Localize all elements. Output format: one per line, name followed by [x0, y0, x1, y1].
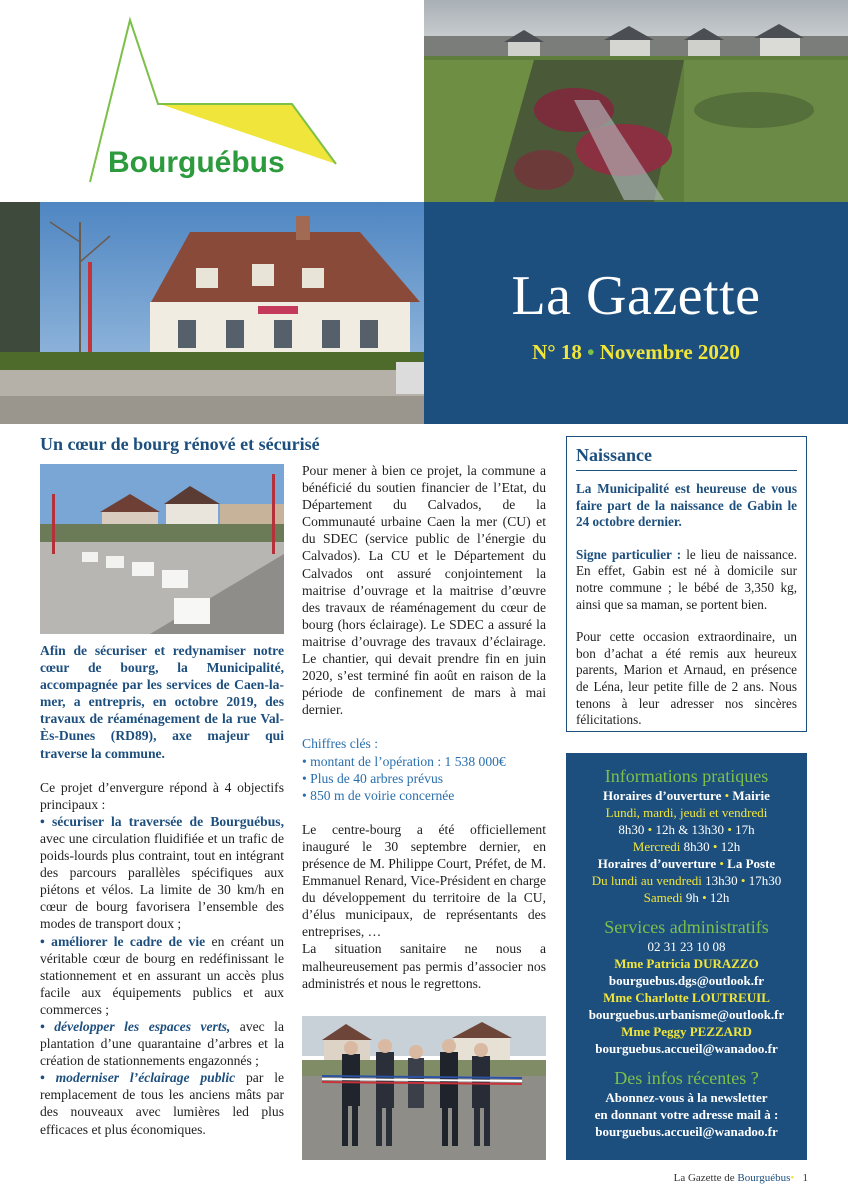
mairie-days: Lundi, mardi, jeudi et vendredi	[605, 805, 768, 820]
key-figures-title: Chiffres clés :	[302, 736, 379, 752]
mairie-hours: 8h30 • 12h & 13h30 • 17h	[618, 822, 755, 837]
article-paragraph: La situation sanitaire ne nous a malheureusement pas permis d’associer nos administrés et nous le regrettons.	[302, 941, 546, 991]
contact-email[interactable]: bourguebus.accueil@wanadoo.fr	[595, 1041, 778, 1056]
services-title: Services administratifs	[604, 917, 769, 937]
info-title: Informations pratiques	[604, 766, 769, 786]
naissance-title: Naissance	[576, 445, 652, 465]
logo-area	[0, 0, 424, 202]
article-paragraph: Le centre-bourg a été officiellement inauguré le 30 septembre dernier, en présence de M. Philippe Court, Préfet, de M. Emmanuel Renard, Vice-Président en charge du développement du territoire de la CU, d’élus municipaux, de représentants des entreprises, …	[302, 821, 546, 940]
naissance-body	[576, 481, 797, 745]
objective-item: • sécuriser la traversée de Bourguébus, avec une circulation fluidifiée et un trafic de poids-lourds plus contraint, tout en intégrant des parcours parallèles spécifiques aux piétons et vélos. La limite de 30 km/h en cœur de bourg favorisera l’ensemble des modes de transport doux ;	[40, 813, 284, 932]
page-number: 1	[802, 1172, 808, 1184]
logo-text: Bourguébus	[108, 146, 285, 179]
title-panel	[424, 202, 848, 424]
info-panel	[566, 753, 807, 1160]
mairie-hours-label: Horaires d’ouverture • Mairie	[603, 788, 770, 803]
article-paragraph: Pour mener à bien ce projet, la commune a bénéficié du soutien financier de l’Etat, du Département du Calvados, de la Communauté urbaine Caen la mer (CU) et du SDEC (service public de l’énergie du Calvados). La CU et le Département du Calvados ont assuré conjointement la maitrise d’ouvrage et la maitrise d’œuvre des travaux de réaménagement du cœur de bourg (hors éclairage). Le SDEC a assuré la maitrise d’ouvrage des travaux d’éclairage. Le chantier, qui devait prendre fin en juin 2020, s’est terminé fin août en raison de la période de confinement de mars à mai dernier.	[302, 463, 546, 718]
naissance-signe: Signe particulier : le lieu de naissance. En effet, Gabin est né à domicile sur notre commune ; le bébé de 3,350 kg, ainsi que sa maman, se portent bien.	[576, 546, 797, 612]
news-line: Abonnez-vous à la newsletter	[605, 1090, 768, 1105]
news-line: en donnant votre adresse mail à :	[594, 1107, 779, 1122]
poste-hours-label: Horaires d’ouverture • La Poste	[597, 856, 776, 871]
naissance-box	[566, 436, 807, 732]
photo-street	[40, 464, 284, 634]
gazette-title: La Gazette	[511, 265, 761, 327]
contact-email[interactable]: bourguebus.urbanisme@outlook.fr	[588, 1007, 785, 1022]
naissance-gift: Pour cette occasion extraordinaire, un bon d’achat a été remis aux heureux parents, Marion et Arnaud, en présence de Léna, leur petite fille de 2 ans. Nous tenons à leur adresser nos sincères félicitations.	[576, 629, 797, 728]
page-footer: La Gazette de Bourguébus• 1	[673, 1172, 808, 1184]
contact-name: Mme Patricia DURAZZO	[614, 956, 759, 971]
contact-email[interactable]: bourguebus.dgs@outlook.fr	[608, 973, 765, 988]
issue-number: N° 18	[532, 340, 582, 364]
objective-item: • améliorer le cadre de vie en créant un véritable cœur de bourg en redéfinissant le stationnement et en assurant un accès plus facile aux équipements publics et aux commerces ;	[40, 933, 284, 1017]
article-intro: Ce projet d’envergure répond à 4 objectifs principaux :	[40, 779, 284, 812]
issue-line	[424, 340, 848, 365]
objective-item: • moderniser l’éclairage public par le remplacement de tous les anciens mâts par des nouveaux avec lumières led plus efficaces et plus économiques.	[40, 1070, 285, 1137]
phone-number[interactable]: 02 31 23 10 08	[647, 939, 726, 954]
poste-saturday: Samedi 9h • 12h	[643, 890, 730, 905]
separator-dot-icon: •	[587, 340, 595, 364]
article-column-2	[302, 462, 546, 992]
footer-town: Bourguébus	[737, 1172, 791, 1184]
issue-date: Novembre 2020	[599, 340, 740, 364]
mairie-wednesday: Mercredi 8h30 • 12h	[632, 839, 741, 854]
article-heading: Un cœur de bourg rénové et sécurisé	[40, 434, 320, 454]
article-column-1	[40, 642, 284, 1138]
contact-name: Mme Charlotte LOUTREUIL	[603, 990, 770, 1005]
photo-garden	[424, 0, 848, 202]
key-figure-item: • montant de l’opération : 1 538 000€	[302, 753, 506, 769]
contact-name: Mme Peggy PEZZARD	[621, 1024, 752, 1039]
photo-inauguration	[302, 1016, 546, 1160]
key-figure-item: • 850 m de voirie concernée	[302, 787, 455, 803]
poste-weekdays: Du lundi au vendredi 13h30 • 17h30	[591, 873, 782, 888]
key-figure-item: • Plus de 40 arbres prévus	[302, 770, 444, 786]
news-title: Des infos récentes ?	[614, 1068, 759, 1088]
photo-town-hall	[0, 202, 424, 424]
article-lead: Afin de sécuriser et redynamiser notre cœur de bourg, la Municipalité, accompagnée par les services de Caen-la-mer, a entrepris, en octobre 2019, des travaux de réaménagement de la rue Val-Ès-Dunes (RD89), axe majeur qui traverse la commune.	[40, 643, 284, 761]
news-email[interactable]: bourguebus.accueil@wanadoo.fr	[595, 1124, 778, 1139]
naissance-divider	[576, 470, 797, 471]
naissance-announce: La Municipalité est heureuse de vous faire part de la naissance de Gabin le 24 octobre dernier.	[576, 481, 797, 530]
objective-item: • développer les espaces verts, avec la plantation d’une quarantaine d’arbres et la création de stationnements engazonnés ;	[40, 1018, 284, 1069]
